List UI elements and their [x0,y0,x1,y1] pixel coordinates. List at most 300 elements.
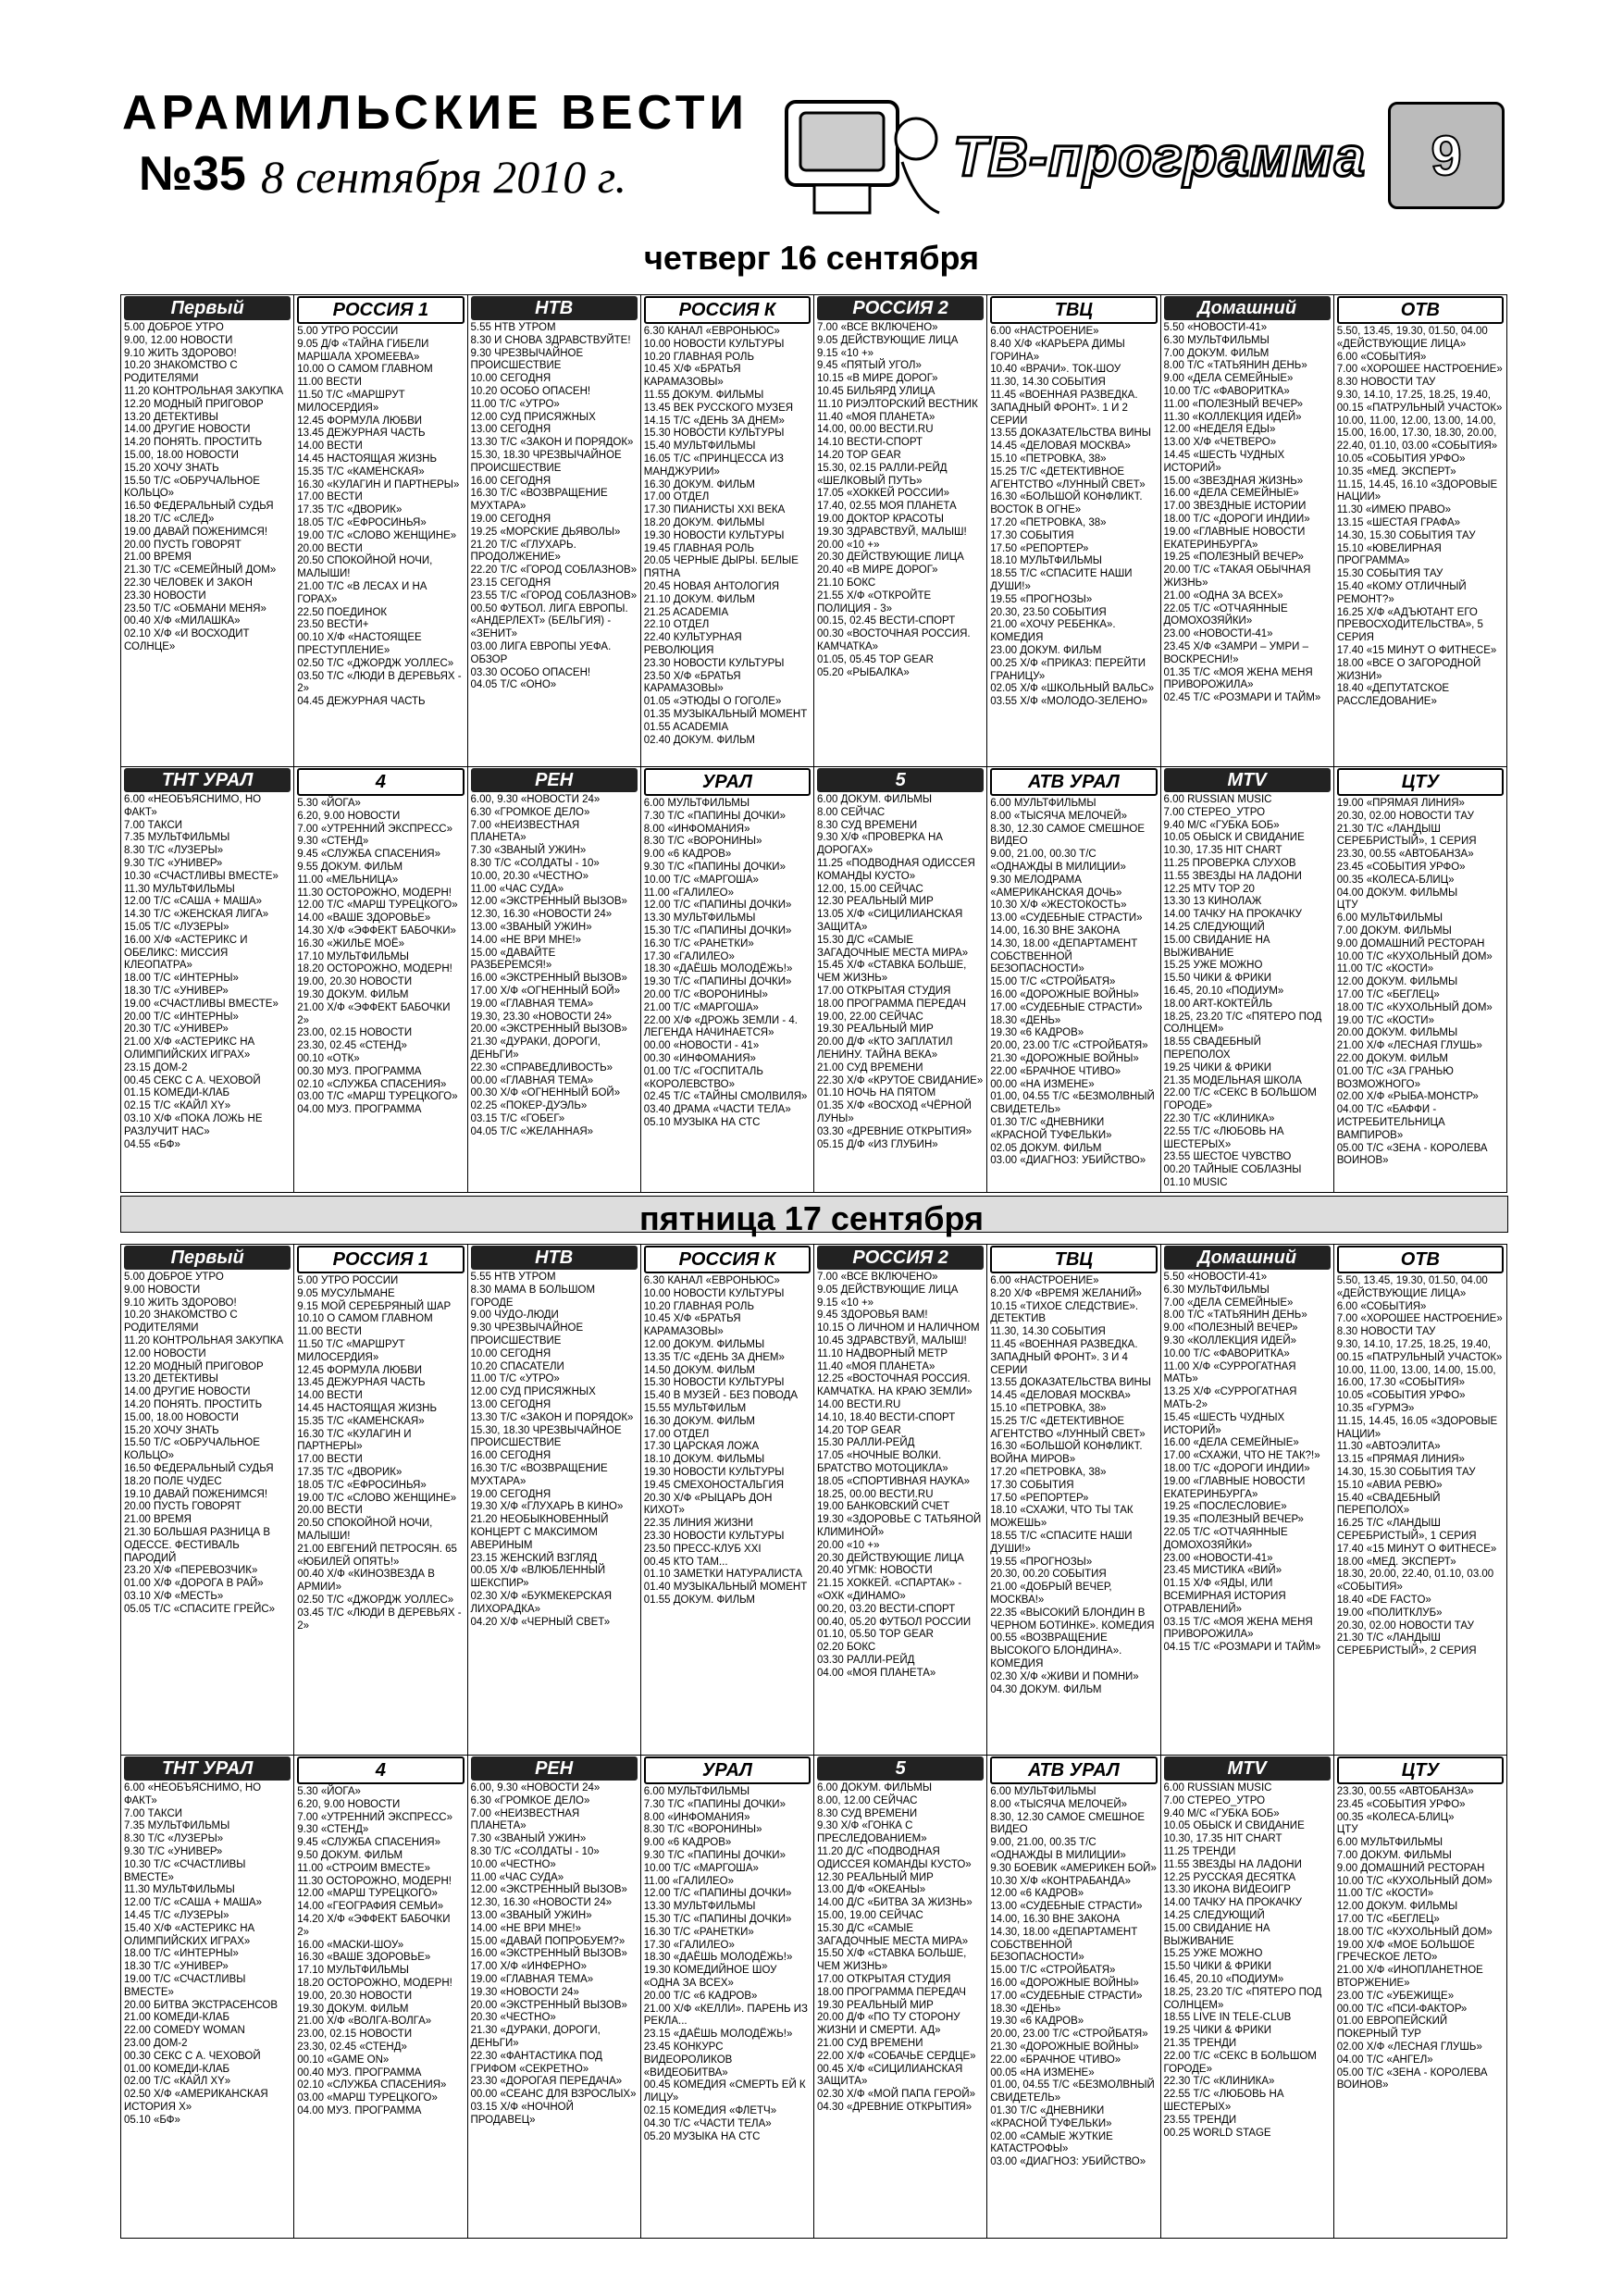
program-item: 12.20 МОДНЫЙ ПРИГОВОР [124,398,264,410]
channel-logo: ЦТУ [1337,1756,1504,1784]
program-item: 15.50 Т/С «ОБРУЧАЛЬНОЕ КОЛЬЦО» [124,475,260,500]
program-item: 6.00, 9.30 «НОВОСТИ 24» [470,794,601,805]
program-item: 7.30 Т/С «ПАПИНЫ ДОЧКИ» [643,1798,786,1810]
program-item: 12.30, 16.30 «НОВОСТИ 24» [470,1897,613,1909]
program-item: 9.30, 14.10, 17.25, 18.25, 19.40, 00.15 «ПАТРУЛЬНЫЙ УЧАСТОК» [1336,389,1503,414]
program-item: 11.40 «МОЯ ПЛАНЕТА» [817,411,935,423]
program-list [990,1275,1157,1696]
program-item: 17.40 «15 МИНУТ О ФИТНЕСЕ» [1336,1543,1497,1555]
channel-logo: АТВ УРАЛ [990,768,1157,796]
program-item: 14.00 Д/С «БИТВА ЗА ЖИЗНЬ» [817,1897,973,1909]
page-number-box [1388,102,1505,209]
program-item: 19.25 «ПОСЛЕСЛОВИЕ» [1163,1501,1287,1513]
program-item: 14.45 «ШЕСТЬ ЧУДНЫХ ИСТОРИЙ» [1163,449,1285,474]
program-item: 11.30 МУЛЬТФИЛЬМЫ [124,883,235,895]
program-item: 12.00 «МАРШ ТУРЕЦКОГО» [297,1888,438,1900]
program-item: 11.15, 14.45, 16.10 «ЗДОРОВЫЕ НАЦИИ» [1336,478,1498,503]
program-item: 16.00 Х/Ф «АСТЕРИКС И ОБЕЛИКС: МИССИЯ КЛЕОПАТРА» [124,934,248,972]
program-item: 01.10 НОЧЬ НА ПЯТОМ [817,1087,936,1099]
channel-logo: РОССИЯ 2 [817,1246,984,1270]
program-list [644,798,811,1130]
program-item: 20.30 «ЧЕСТНО» [470,2012,556,2024]
program-item: 10.20 ГЛАВНАЯ РОЛЬ [643,351,754,363]
program-item: 9.30 «СТЕНД» [297,836,369,848]
program-item: 18.00 Т/С «ИНТЕРНЫ» [124,1948,239,1960]
program-item: 21.00 ВРЕМЯ [124,552,192,564]
program-item: 23.00 «НОВОСТИ-41» [1163,1552,1273,1564]
program-item: 16.00 «ДЕЛА СЕМЕЙНЫЕ» [1163,1437,1299,1449]
program-item: 11.55 ДОКУМ. ФИЛЬМЫ [643,389,764,401]
channel-column [641,1245,814,1756]
program-item: 20.40 «В МИРЕ ДОРОГ» [817,565,938,577]
program-item: 18.40 «ДЕПУТАТСКОЕ РАССЛЕДОВАНИЕ» [1336,683,1450,708]
program-list [471,1272,638,1629]
program-item: 17.50 «РЕПОРТЕР» [990,1492,1089,1504]
program-item: 18.30 «ДАЁШЬ МОЛОДЁЖЬ!» [643,963,793,975]
program-item: 18.00 Т/С «ДОРОГИ ИНДИИ» [1163,513,1310,525]
program-item: 11.30 «ИМЕЮ ПРАВО» [1336,504,1452,516]
program-item: 6.00 МУЛЬТФИЛЬМЫ [1336,912,1443,925]
program-item: 18.20 ОСТОРОЖНО, МОДЕРН! [297,1977,452,1989]
issue-number: №35 [139,147,246,201]
program-item: 7.00 ДОКУМ. ФИЛЬМ [1163,347,1270,359]
program-list [817,1272,984,1681]
program-item: 04.05 Т/С «ОНО» [470,679,557,691]
channel-logo: РОССИЯ 1 [297,1246,464,1273]
program-item: 11.20 КОНТРОЛЬНАЯ ЗАКУПКА [124,1334,284,1347]
program-list [1337,798,1504,1168]
program-item: 13.30 МУЛЬТФИЛЬМЫ [643,1901,756,1913]
program-item: 00.50 ФУТБОЛ. ЛИГА ЕВРОПЫ. «АНДЕРЛЕХТ» (БЕЛЬГИЯ) - «ЗЕНИТ» [470,602,628,640]
program-item: 10.35 «ГУРМЭ» [1336,1402,1415,1414]
program-item: 13.00 СЕГОДНЯ [470,424,551,436]
program-item: 11.00 «ГАЛИЛЕО» [643,1875,735,1887]
program-item: 16.30 «ВАШЕ ЗДОРОВЬЕ» [297,1952,431,1964]
program-item: 6.00, 9.30 «НОВОСТИ 24» [470,1782,601,1793]
program-item: 18.55 СВАДЕБНЫЙ ПЕРЕПОЛОХ [1163,1036,1261,1061]
program-item: 20.30 Т/С «УНИВЕР» [124,1024,229,1036]
program-item: 10.00 Т/С «КУХОЛЬНЫЙ ДОМ» [1336,950,1493,962]
program-item: 03.00 «ДИАГНОЗ: УБИЙСТВО» [990,2156,1146,2168]
program-item: 13.45 ВЕК РУССКОГО МУЗЕЯ [643,402,794,414]
program-item: 23.50 ВЕСТИ+ [297,619,369,631]
day-title: четверг 16 сентября [644,239,979,277]
program-item: 7.00 «ВСЕ ВКЛЮЧЕНО» [817,322,938,333]
program-item: 23.30 НОВОСТИ [124,590,206,602]
program-item: 19.25 «ПОЛЕЗНЫЙ ВЕЧЕР» [1163,552,1304,564]
channel-logo: НТВ [471,296,638,320]
program-item: 6.00 ДОКУМ. ФИЛЬМЫ [817,794,933,805]
program-item: 10.20 ОСОБО ОПАСЕН! [470,385,591,397]
program-item: 21.00 Х/Ф «ЭФФЕКТ БАБОЧКИ 2» [297,1001,451,1026]
program-item: 17.20 «ПЕТРОВКА, 38» [990,516,1107,528]
program-item: 05.00 Т/С «ЗЕНА - КОРОЛЕВА ВОИНОВ» [1336,2066,1488,2091]
program-item: 12.25 «ВОСТОЧНАЯ РОССИЯ. КАМЧАТКА. НА КРАЮ ЗЕМЛИ» [817,1373,973,1398]
program-item: 8.30 СУД ВРЕМЕНИ [817,819,918,831]
program-item: 02.30 Х/Ф «МОЙ ПАПА ГЕРОЙ» [817,2089,976,2101]
program-item: 15.00 «ЗВЕЗДНАЯ ЖИЗНЬ» [1163,475,1304,487]
program-item: 16.25 Х/Ф «АДЪЮТАНТ ЕГО ПРЕВОСХОДИТЕЛЬСТВА», 5 СЕРИЯ [1336,606,1483,644]
program-item: 22.30 Т/С «КЛИНИКА» [1163,2076,1275,2088]
channel-logo: РОССИЯ 2 [817,296,984,320]
program-item: 16.00 «ЭКСТРЕННЫЙ ВЫЗОВ» [470,973,627,985]
program-item: 21.00 ЕВГЕНИЙ ПЕТРОСЯН. 65 «ЮБИЛЕЙ ОПЯТЬ!» [297,1543,457,1568]
program-item: 20.00 ДОКУМ. ФИЛЬМЫ [1336,1027,1458,1039]
program-item: 16.30 ДОКУМ. ФИЛЬМ [643,1415,755,1427]
program-item: 16.00 «ДОРОЖНЫЕ ВОЙНЫ» [990,988,1139,1000]
program-item: 02.30 Х/Ф «БУКМЕКЕРСКАЯ ЛИХОРАДКА» [470,1590,613,1615]
program-item: 01.15 КОМЕДИ-КЛАБ [124,1087,230,1099]
program-item: 15.30 Т/С «ПАПИНЫ ДОЧКИ» [643,1913,792,1925]
page-number: 9 [1431,124,1462,187]
program-item: 18.30 «ДАЁШЬ МОЛОДЁЖЬ!» [643,1952,793,1964]
program-item: 00.00 «ГЛАВНАЯ ТЕМА» [470,1074,594,1086]
program-item: 19.10 ДАВАЙ ПОЖЕНИМСЯ! [124,1488,268,1500]
program-item: 15.20 ХОЧУ ЗНАТЬ [124,462,219,474]
program-item: 14.00 ДРУГИЕ НОВОСТИ [124,1386,251,1398]
program-item: 14.25 СЛЕДУЮЩИЙ [1163,921,1265,933]
program-item: 12.00 Т/С «САША + МАША» [124,896,262,908]
program-item: 19.00 СЕГОДНЯ [470,513,551,525]
channel-column [121,1756,294,2239]
program-item: 5.55 НТВ УТРОМ [470,322,556,333]
program-item: 22.00 ДОКУМ. ФИЛЬМ [1336,1052,1448,1064]
program-item: 03.15 Т/С «МОЯ ЖЕНА МЕНЯ ПРИВОРОЖИЛА» [1163,1616,1313,1641]
program-item: 14.50 ДОКУМ. ФИЛЬМ [643,1364,755,1376]
program-item: 17.30 СОБЫТИЯ [990,1479,1074,1491]
program-item: 20.00 Т/С «ВОРОНИНЫ» [643,988,768,1000]
program-item: 05.05 Т/С «СПАСИТЕ ГРЕЙС» [124,1603,276,1615]
program-item: 11.00 «ГАЛИЛЕО» [643,887,735,899]
program-item: 01.00 Х/Ф «ДОРОГА В РАЙ» [124,1578,264,1590]
program-list [297,326,464,709]
program-item: 12.30, 16.30 «НОВОСТИ 24» [470,909,613,921]
program-item: 9.00 «ПОЛЕЗНЫЙ ВЕЧЕР» [1163,1322,1298,1334]
program-item: 11.30, 14.30 СОБЫТИЯ [990,377,1106,389]
program-item: 12.00 «ЭКСТРЕННЫЙ ВЫЗОВ» [470,896,627,908]
program-item: 14.00 «ВАШЕ ЗДОРОВЬЕ» [297,912,431,925]
program-item: 03.30 РАЛЛИ-РЕЙД [817,1654,915,1666]
program-item: 22.00 Х/Ф «ДРОЖЬ ЗЕМЛИ - 4. ЛЕГЕНДА НАЧИНАЕТСЯ» [643,1014,799,1039]
program-item: 6.00 МУЛЬТФИЛЬМЫ [1336,1837,1443,1849]
program-item: 8.00 Т/С «ТАТЬЯНИН ДЕНЬ» [1163,360,1307,372]
channel-logo: ТНТ УРАЛ [124,1756,291,1781]
program-item: 7.35 МУЛЬТФИЛЬМЫ [124,1820,230,1832]
channel-column [1334,767,1507,1193]
channel-logo: АТВ УРАЛ [990,1756,1157,1784]
program-item: 16.05 Т/С «ПРИНЦЕССА ИЗ МАНДЖУРИИ» [643,453,784,478]
program-item: 9.55 ДОКУМ. ФИЛЬМ [297,861,403,873]
program-item: 03.10 Х/Ф «МЕСТЬ» [124,1590,224,1602]
program-item: 18.10 «СХАЖИ, ЧТО ТЫ ТАК МОЖЕШЬ» [990,1505,1134,1530]
program-item: 23.45 Х/Ф «ЗАМРИ – УМРИ – ВОСКРЕСНИ!» [1163,640,1309,665]
program-item: 9.40 М/С «ГУБКА БОБ» [1163,819,1280,831]
program-item: 15.30 СОБЫТИЯ ТАУ [1336,568,1443,580]
program-item: 10.00 Т/С «ФАВОРИТКА» [1163,1347,1290,1359]
program-item: 02.10 «СЛУЖБА СПАСЕНИЯ» [297,2079,447,2091]
program-item: 18.00 ART-КОКТЕЙЛЬ [1163,998,1273,1010]
program-item: 10.00 Т/С «ФАВОРИТКА» [1163,385,1290,397]
program-item: 18.30 «ДЕНЬ» [990,1014,1061,1026]
program-item: 10.05 «СОБЫТИЯ УРФО» [1336,453,1466,465]
program-item: 15.00 СВИДАНИЕ НА ВЫЖИВАНИЕ [1163,1922,1270,1947]
program-item: 21.30 БОЛЬШАЯ РАЗНИЦА В ОДЕССЕ. ФЕСТИВАЛЬ ПАРОДИЙ [124,1526,271,1564]
program-item: 16.30 Т/С «РАНЕТКИ» [643,937,754,949]
day-title: пятница 17 сентября [638,1199,985,1237]
program-item: 19.00 «СЧАСТЛИВЫ ВМЕСТЕ» [124,998,279,1010]
program-item: 14.00, 16.30 ВНЕ ЗАКОНА [990,925,1121,937]
program-item: 18.00 ПРОГРАММА ПЕРЕДАЧ [817,998,966,1010]
program-item: 15.00, 18.00 НОВОСТИ [124,449,239,461]
program-item: 19.30 РЕАЛЬНЫЙ МИР [817,1999,934,2011]
program-item: 19.25 ЧИКИ & ФРИКИ [1163,1061,1272,1074]
program-list [644,1786,811,2143]
program-item: 22.00 COMEDY WOMAN [124,2025,245,2037]
channel-column [1161,1245,1334,1756]
program-item: 03.15 Х/Ф «НОЧНОЙ ПРОДАВЕЦ» [470,2101,574,2126]
program-item: 14.30, 15.30 СОБЫТИЯ ТАУ [1336,529,1476,541]
program-list [1337,326,1504,709]
program-item: 23.50 ПРЕСС-КЛУБ XXI [643,1543,762,1555]
program-item: 22.30 Х/Ф «КРУТОЕ СВИДАНИЕ» [817,1074,984,1086]
program-item: 15.30 РАЛЛИ-РЕЙД [817,1437,915,1449]
program-item: 5.50 «НОВОСТИ-41» [1163,322,1268,333]
program-item: 05.20 «РЫБАЛКА» [817,666,910,678]
program-item: 19.45 ГЛАВНАЯ РОЛЬ [643,542,754,554]
program-item: 5.30 «ЙОГА» [297,1786,361,1797]
program-list [990,1786,1157,2169]
program-item: 01.35 МУЗЫКАЛЬНЫЙ МОМЕНТ [643,708,808,720]
program-item: 01.00 КОМЕДИ-КЛАБ [124,2063,230,2075]
channel-column [641,295,814,767]
program-item: 17.35 Т/С «ДВОРИК» [297,504,403,516]
program-item: 05.10 «БФ» [124,2114,180,2126]
program-item: 03.55 Х/Ф «МОЛОДО-ЗЕЛЕНО» [990,696,1148,708]
program-item: 16.00 «ЭКСТРЕННЫЙ ВЫЗОВ» [470,1948,627,1960]
program-item: 02.05 ДОКУМ. ФИЛЬМ [990,1142,1102,1154]
program-item: 19.30 Х/Ф «ГЛУХАРЬ В КИНО» [470,1501,624,1513]
program-item: ЦТУ [1336,900,1358,912]
program-item: 04.00 МУЗ. ПРОГРАММА [297,2104,422,2116]
program-item: 02.15 Т/С «КАЙЛ XY» [124,1100,231,1112]
program-item: 8.30 СУД ВРЕМЕНИ [817,1807,918,1819]
program-item: 11.45 «ВОЕННАЯ РАЗВЕДКА. ЗАПАДНЫЙ ФРОНТ». 1 И 2 СЕРИИ [990,389,1138,427]
program-item: 02.50 Х/Ф «АМЕРИКАНСКАЯ ИСТОРИЯ X» [124,2089,268,2113]
program-item: 16.00 «ДОРОЖНЫЕ ВОЙНЫ» [990,1977,1139,1989]
program-item: 21.35 ТРЕНДИ [1163,2037,1237,2049]
program-item: 6.00 МУЛЬТФИЛЬМЫ [643,798,750,809]
program-item: 6.00 «НАСТРОЕНИЕ» [990,326,1099,337]
channel-logo: MTV [1164,1756,1331,1781]
program-item: 19.30 НОВОСТИ КУЛЬТУРЫ [643,1466,785,1478]
program-item: 10.05 ОБЫСК И СВИДАНИЕ [1163,1820,1305,1832]
program-item: 15.45 «ШЕСТЬ ЧУДНЫХ ИСТОРИЙ» [1163,1411,1285,1436]
program-item: 18.55 Т/С «СПАСИТЕ НАШИ ДУШИ!» [990,568,1133,592]
program-item: 5.55 НТВ УТРОМ [470,1272,556,1283]
program-item: 11.00 Х/Ф «СУРРОГАТНАЯ МАТЬ» [1163,1360,1296,1385]
program-item: 02.40 ДОКУМ. ФИЛЬМ [643,734,755,746]
program-item: 13.00 «ЗВАНЫЙ УЖИН» [470,921,592,933]
program-item: 17.00 ОТКРЫТАЯ СТУДИЯ [817,985,951,997]
program-item: 8.30 И СНОВА ЗДРАВСТВУЙТЕ! [470,334,631,346]
program-item: 7.00 «ДЕЛА СЕМЕЙНЫЕ» [1163,1297,1294,1309]
program-item: 01.10 MUSIC [1163,1176,1228,1188]
program-item: 8.00 Т/С «ТАТЬЯНИН ДЕНЬ» [1163,1309,1307,1322]
program-item: 01.05, 05.45 TOP GEAR [817,653,934,665]
program-item: 10.00 НОВОСТИ КУЛЬТУРЫ [643,1287,785,1299]
program-item: 19.30, 23.30 «НОВОСТИ 24» [470,1011,613,1023]
program-item: 13.30 Т/С «ЗАКОН И ПОРЯДОК» [470,437,634,449]
program-item: 11.30 МУЛЬТФИЛЬМЫ [124,1884,235,1896]
program-item: 02.00 Т/С «КАЙЛ XY» [124,2076,231,2088]
program-item: 00.45 КТО ТАМ... [643,1556,728,1568]
program-item: 14.10 ВЕСТИ-СПОРТ [817,437,923,449]
program-item: 7.30 Т/С «ПАПИНЫ ДОЧКИ» [643,810,786,822]
program-item: 05.10 МУЗЫКА НА СТС [643,1116,761,1128]
program-item: 15.25 УЖЕ МОЖНО [1163,960,1263,972]
program-item: 9.45 «СЛУЖБА СПАСЕНИЯ» [297,849,441,861]
program-item: 15.10 «АВИА РЕВЮ» [1336,1479,1443,1491]
program-item: 18.30 «ДЕНЬ» [990,2003,1061,2015]
program-list [1164,794,1331,1190]
program-item: 17.00 ОТДЕЛ [643,491,710,503]
program-list [1164,1782,1331,2140]
program-item: 22.30 «ФАНТАСТИКА ПОД ГРИФОМ «СЕКРЕТНО» [470,2050,602,2075]
program-item: 12.00 «НЕДЕЛЯ ЕДЫ» [1163,424,1276,436]
program-item: 19.00 «ПОЛИТКЛУБ» [1336,1607,1443,1619]
program-item: 21.00 СУД ВРЕМЕНИ [817,1061,923,1074]
program-item: 5.00 УТРО РОССИИ [297,326,399,337]
program-item: 22.40 КУЛЬТУРНАЯ РЕВОЛЮЦИЯ [643,632,742,656]
program-item: 14.00, 16.30 ВНЕ ЗАКОНА [990,1913,1121,1925]
program-item: 15.00, 18.00 НОВОСТИ [124,1411,239,1423]
program-item: 12.00 ДОКУМ. ФИЛЬМЫ [643,1338,765,1350]
channel-logo: Первый [124,296,291,320]
program-item: 15.55 МУЛЬТФИЛЬМ [643,1402,747,1414]
program-item: 23.55 ШЕСТОЕ ЧУВСТВО [1163,1151,1292,1163]
program-item: 02.00 Х/Ф «ЛЕСНАЯ ГЛУШЬ» [1336,2041,1482,2053]
channel-logo: ТВЦ [990,296,1157,324]
channel-column [121,1245,294,1756]
program-item: 04.00 МУЗ. ПРОГРАММА [297,1104,422,1116]
program-item: 13.30 МУЛЬТФИЛЬМЫ [643,912,756,925]
program-item: 23.30 НОВОСТИ КУЛЬТУРЫ [643,657,785,669]
program-item: 9.00 ЧУДО-ЛЮДИ [470,1309,559,1322]
program-item: 20.50 СПОКОЙНОЙ НОЧИ, МАЛЫШИ! [297,1518,433,1542]
program-item: 03.50 Т/С «ЛЮДИ В ДЕРЕВЬЯХ - 2» [297,670,462,695]
program-item: 10.00, 11.00, 13.00, 14.00, 15.00, 16.00, 17.30 «СОБЫТИЯ» [1336,1364,1496,1389]
channel-grid [120,1244,1507,2239]
program-item: 02.50 Т/С «ДЖОРДЖ УОЛЛЕС» [297,1594,454,1606]
program-item: 17.50 «РЕПОРТЕР» [990,542,1089,554]
program-item: 11.10 РИЭЛТОРСКИЙ ВЕСТНИК [817,398,978,410]
program-item: 8.00 СЕЙЧАС [817,806,886,818]
program-item: 19.00 Т/С «КОСТИ» [1336,1014,1434,1026]
program-item: 15.40 В МУЗЕЙ - БЕЗ ПОВОДА [643,1390,799,1402]
program-item: 18.00 «МЕД. ЭКСПЕРТ» [1336,1556,1456,1568]
program-item: 13.15 «ПРЯМАЯ ЛИНИЯ» [1336,1454,1465,1466]
program-item: 20.00 Д/Ф «КТО ЗАПЛАТИЛ ЛЕНИНУ. ТАЙНА ВЕКА» [817,1036,953,1061]
program-item: 10.35 «МЕД. ЭКСПЕРТ» [1336,465,1456,478]
program-item: 17.00 ОТКРЫТАЯ СТУДИЯ [817,1973,951,1985]
channel-column [1161,767,1334,1193]
program-item: 7.00 «НЕИЗВЕСТНАЯ ПЛАНЕТА» [470,819,580,844]
program-item: 9.10 ЖИТЬ ЗДОРОВО! [124,1297,237,1309]
program-item: 12.00 Т/С «ПАПИНЫ ДОЧКИ» [643,900,792,912]
program-item: 10.30 Т/С «СЧАСТЛИВЫ ВМЕСТЕ» [124,1858,246,1883]
program-item: 21.00 Х/Ф «ВОЛГА-ВОЛГА» [297,2016,432,2028]
channel-logo: 5 [817,1756,984,1781]
program-item: 7.00 СТЕРЕО_УТРО [1163,1794,1266,1806]
program-item: 9.30 «КОЛЛЕКЦИЯ ИДЕЙ» [1163,1334,1296,1347]
program-item: 13.00 СЕГОДНЯ [470,1398,551,1410]
program-item: 19.25 «МОРСКИЕ ДЬЯВОЛЫ» [470,526,621,538]
program-item: 19.00, 22.00 СЕЙЧАС [817,1011,923,1023]
program-item: 15.50 ЧИКИ & ФРИКИ [1163,973,1272,985]
program-list [817,322,984,679]
program-item: 11.30, 14.30 СОБЫТИЯ [990,1326,1106,1338]
program-item: 17.10 МУЛЬТФИЛЬМЫ [297,950,409,962]
program-item: 10.15 «В МИРЕ ДОРОГ» [817,373,938,385]
program-item: 6.00 «НЕОБЪЯСНИМО, НО ФАКТ» [124,1782,262,1806]
program-item: 11.25 ТРЕНДИ [1163,1845,1236,1857]
program-list [644,1275,811,1607]
program-item: 6.00 МУЛЬТФИЛЬМЫ [643,1786,750,1797]
program-item: 23.45 МИСТИКА «ВИЙ» [1163,1565,1282,1577]
program-item: 8.30 Т/С «ЛУЗЕРЫ» [124,845,224,857]
program-item: 8.30 Т/С «ЛУЗЕРЫ» [124,1833,224,1845]
channel-column [1334,1756,1507,2239]
program-item: 17.40 «15 МИНУТ О ФИТНЕСЕ» [1336,644,1497,656]
program-item: 8.30, 12.30 САМОЕ СМЕШНОЕ ВИДЕО [990,1811,1145,1836]
program-item: 00.30 Х/Ф «ОГНЕННЫЙ БОЙ» [470,1087,621,1099]
program-item: 11.00 ВЕСТИ [297,1326,362,1338]
program-item: 23.55 Т/С «ГОРОД СОБЛАЗНОВ» [470,590,638,602]
program-item: 00.45 КОМЕДИЯ «СМЕРТЬ ЕЙ К ЛИЦУ» [643,2079,806,2104]
program-item: 11.30 «АВТОЭЛИТА» [1336,1441,1441,1453]
program-item: 23.30 «ДОРОГАЯ ПЕРЕДАЧА» [470,2076,623,2088]
program-item: 20.30 ДЕЙСТВУЮЩИЕ ЛИЦА [817,1552,964,1564]
channel-column [641,1756,814,2239]
program-item: 19.00 «ГЛАВНЫЕ НОВОСТИ ЕКАТЕРИНБУРГА» [1163,526,1306,551]
program-list [1164,1272,1331,1655]
program-item: 17.40, 02.55 МОЯ ПЛАНЕТА [817,501,957,513]
program-item: 10.30 Х/Ф «ЖЕСТОКОСТЬ» [990,900,1127,912]
program-item: 21.00 Т/С «В ЛЕСАХ И НА ГОРАХ» [297,580,427,605]
program-item: 9.00, 21.00, 00.30 Т/С «ОДНАЖДЫ В МИЛИЦИИ» [990,849,1126,873]
program-item: 19.30 КОМЕДИЙНОЕ ШОУ «ОДНА ЗА ВСЕХ» [643,1965,777,1989]
program-item: 11.00 «МЕЛЬНИЦА» [297,874,399,886]
program-item: 20.00, 23.00 Т/С «СТРОЙБАТЯ» [990,1040,1148,1052]
program-item: 18.20 ДОКУМ. ФИЛЬМЫ [643,516,765,528]
program-item: 15.30 НОВОСТИ КУЛЬТУРЫ [643,1377,785,1389]
program-item: 00.00 «НОВОСТИ - 41» [643,1040,760,1052]
program-item: 8.40 Х/Ф «КАРЬЕРА ДИМЫ ГОРИНА» [990,338,1125,363]
program-item: 23.15 СЕГОДНЯ [470,577,551,589]
program-list [471,1782,638,2128]
program-item: 01.00 Т/С «ГОСПИТАЛЬ «КОРОЛЕВСТВО» [643,1065,763,1090]
program-item: 23.50 Т/С «ОБМАНИ МЕНЯ» [124,602,266,614]
program-item: 19.55 «ПРОГНОЗЫ» [990,593,1093,605]
program-item: 13.00 Д/Ф «ОКЕАНЫ» [817,1884,926,1896]
program-item: 18.20 ОСТОРОЖНО, МОДЕРН! [297,963,452,975]
program-item: 12.00 Т/С «ПАПИНЫ ДОЧКИ» [643,1888,792,1900]
program-item: 22.00 Х/Ф «СОБАЧЬЕ СЕРДЦЕ» [817,2050,976,2062]
program-item: 19.30 «ЗДОРОВЬЕ С ТАТЬЯНОЙ КЛИМИНОЙ» [817,1514,982,1538]
program-item: 6.00 ДОКУМ. ФИЛЬМЫ [817,1782,933,1793]
program-item: 21.10 БОКС [817,577,876,589]
program-item: 02.10 Х/Ф «И ВОСХОДИТ СОЛНЦЕ» [124,628,250,652]
